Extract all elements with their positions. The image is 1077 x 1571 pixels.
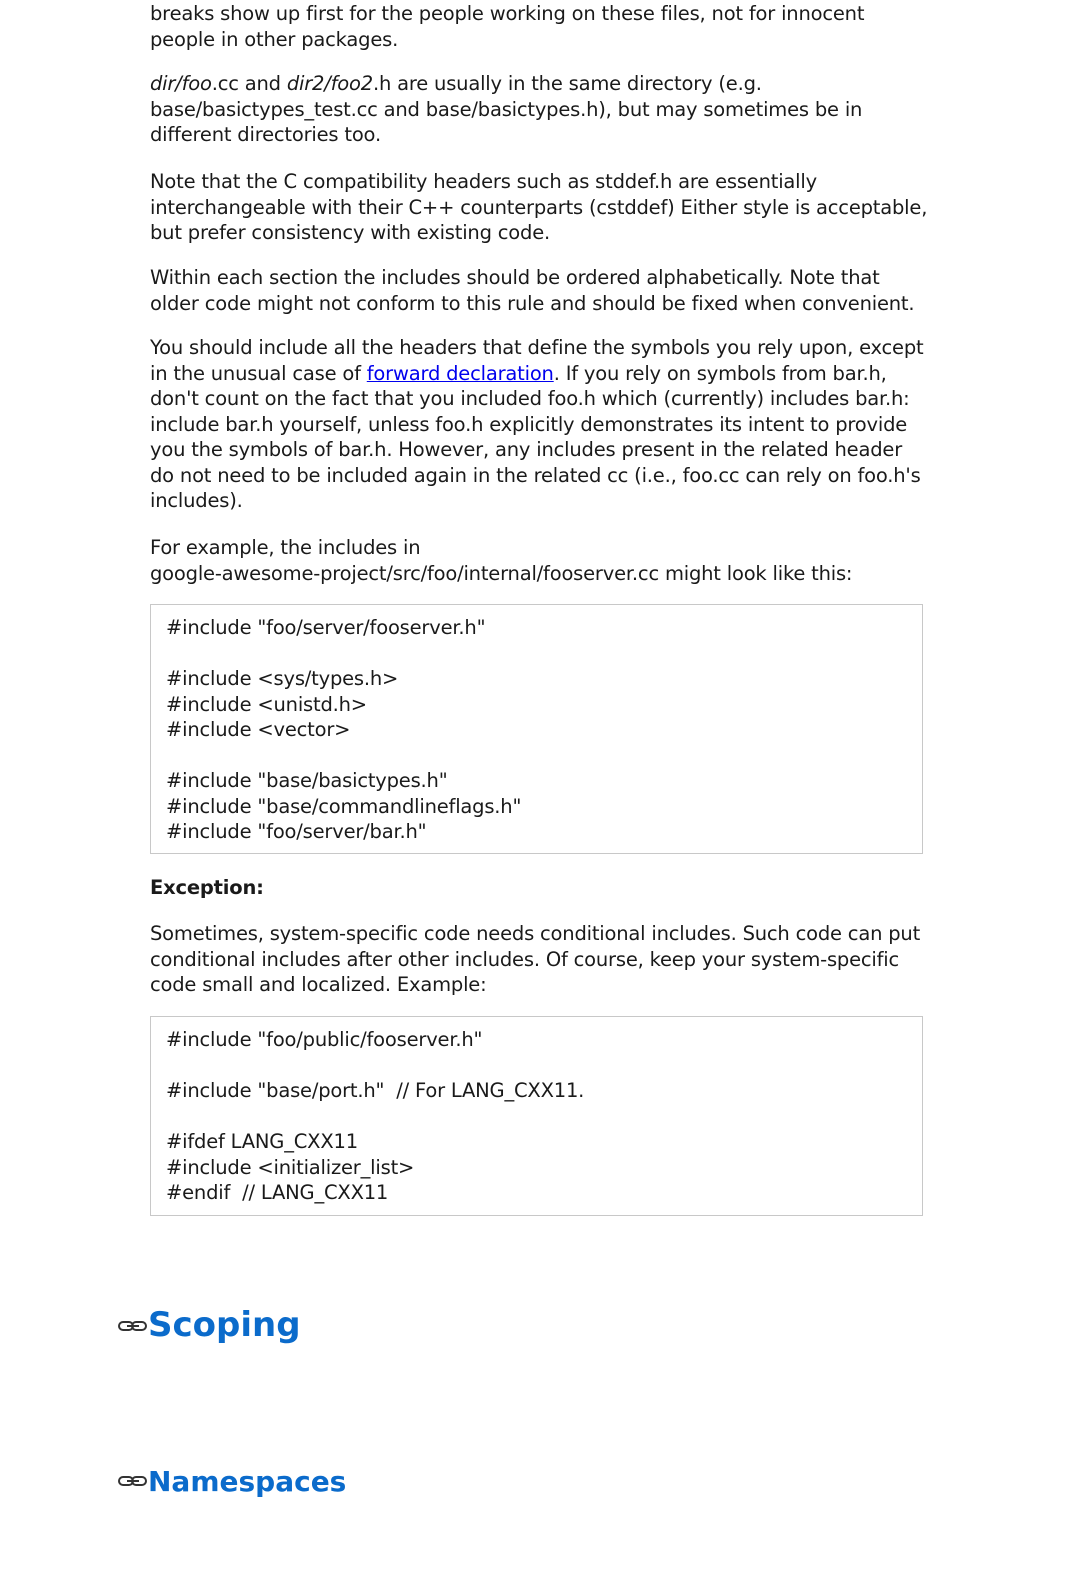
- paragraph-ordering: Within each section the includes should be ordered alphabetically. Note that older code might not conform to this rule and should be fixed when convenient.: [150, 266, 915, 315]
- code-line: #include <vector>: [166, 718, 351, 741]
- path-dir2-foo2: dir2/foo2: [286, 72, 373, 95]
- heading-scoping: [118, 1301, 301, 1349]
- code-line: #include "foo/public/fooserver.h": [166, 1028, 483, 1051]
- paragraph-example: [150, 535, 930, 586]
- link-chain-icon[interactable]: [118, 1303, 148, 1323]
- code-line: #include <sys/types.h>: [166, 667, 399, 690]
- code-line: #include "base/commandlineflags.h": [166, 794, 522, 818]
- text-example-line2: google-awesome-project/src/foo/internal/fooserver.cc might look like this:: [150, 561, 853, 585]
- code-blank-line: [166, 1104, 907, 1130]
- code-line: #include <unistd.h>: [166, 692, 367, 716]
- code-blank-line: [166, 743, 907, 769]
- text-include-after: . If you rely on symbols from bar.h, don't count on the fact that you included foo.h which (currently) includes bar.h: include bar.h yourself, unless foo.h explicitly demonstrates its intent to provide you the symbols of bar.h. However, any includes present in the related header do not need to be included again in the related cc (i.e., foo.cc can rely on foo.h's includes).: [150, 361, 921, 512]
- code-line: #include "base/basictypes.h": [166, 769, 448, 792]
- code-line: #endif // LANG_CXX11: [166, 1181, 389, 1204]
- code-blank-line: [166, 641, 907, 667]
- code-line: #include "foo/server/bar.h": [166, 820, 427, 843]
- code-line: #ifdef LANG_CXX11: [166, 1130, 358, 1153]
- code-blank-line: [166, 1053, 907, 1079]
- paragraph-c-headers: Note that the C compatibility headers such as stddef.h are essentially interchangeable with their C++ counterparts (cstddef) Either style is acceptable, but prefer consistency with existing code.: [150, 170, 928, 244]
- heading-namespaces: [118, 1462, 346, 1502]
- code-line: #include "base/port.h" // For LANG_CXX11.: [166, 1079, 585, 1102]
- code-block-includes: [150, 604, 923, 854]
- text-directories-rest: .h are usually in the same directory (e.g. base/basictypes_test.cc and base/basictypes.h), but may sometimes be in different directories too.: [150, 72, 863, 146]
- text-example-line1: For example, the includes in: [150, 536, 421, 559]
- code-block-conditional-includes: [150, 1016, 923, 1216]
- paragraph-directories: [150, 71, 930, 148]
- paragraph-include-all: [150, 335, 930, 514]
- code-line: #include <initializer_list>: [166, 1155, 415, 1179]
- code-line: #include "foo/server/fooserver.h": [166, 616, 486, 639]
- paragraph-exception: Sometimes, system-specific code needs conditional includes. Such code can put conditional includes after other includes. Of course, keep your system-specific code small and localized. Example:: [150, 922, 921, 996]
- heading-scoping-text: Scoping: [148, 1305, 301, 1345]
- text-cc-and: .cc and: [211, 72, 287, 95]
- heading-namespaces-text: Namespaces: [148, 1465, 347, 1498]
- forward-declaration-link[interactable]: forward declaration: [366, 361, 554, 385]
- path-dir-foo: dir/foo: [150, 72, 212, 95]
- exception-label: Exception:: [150, 876, 264, 899]
- link-chain-icon[interactable]: [118, 1464, 148, 1484]
- paragraph-intro: breaks show up first for the people working on these files, not for innocent people in other packages.: [150, 2, 865, 51]
- text-include-before: You should include all the headers that define the symbols you rely upon, except in the unusual case of: [150, 336, 924, 385]
